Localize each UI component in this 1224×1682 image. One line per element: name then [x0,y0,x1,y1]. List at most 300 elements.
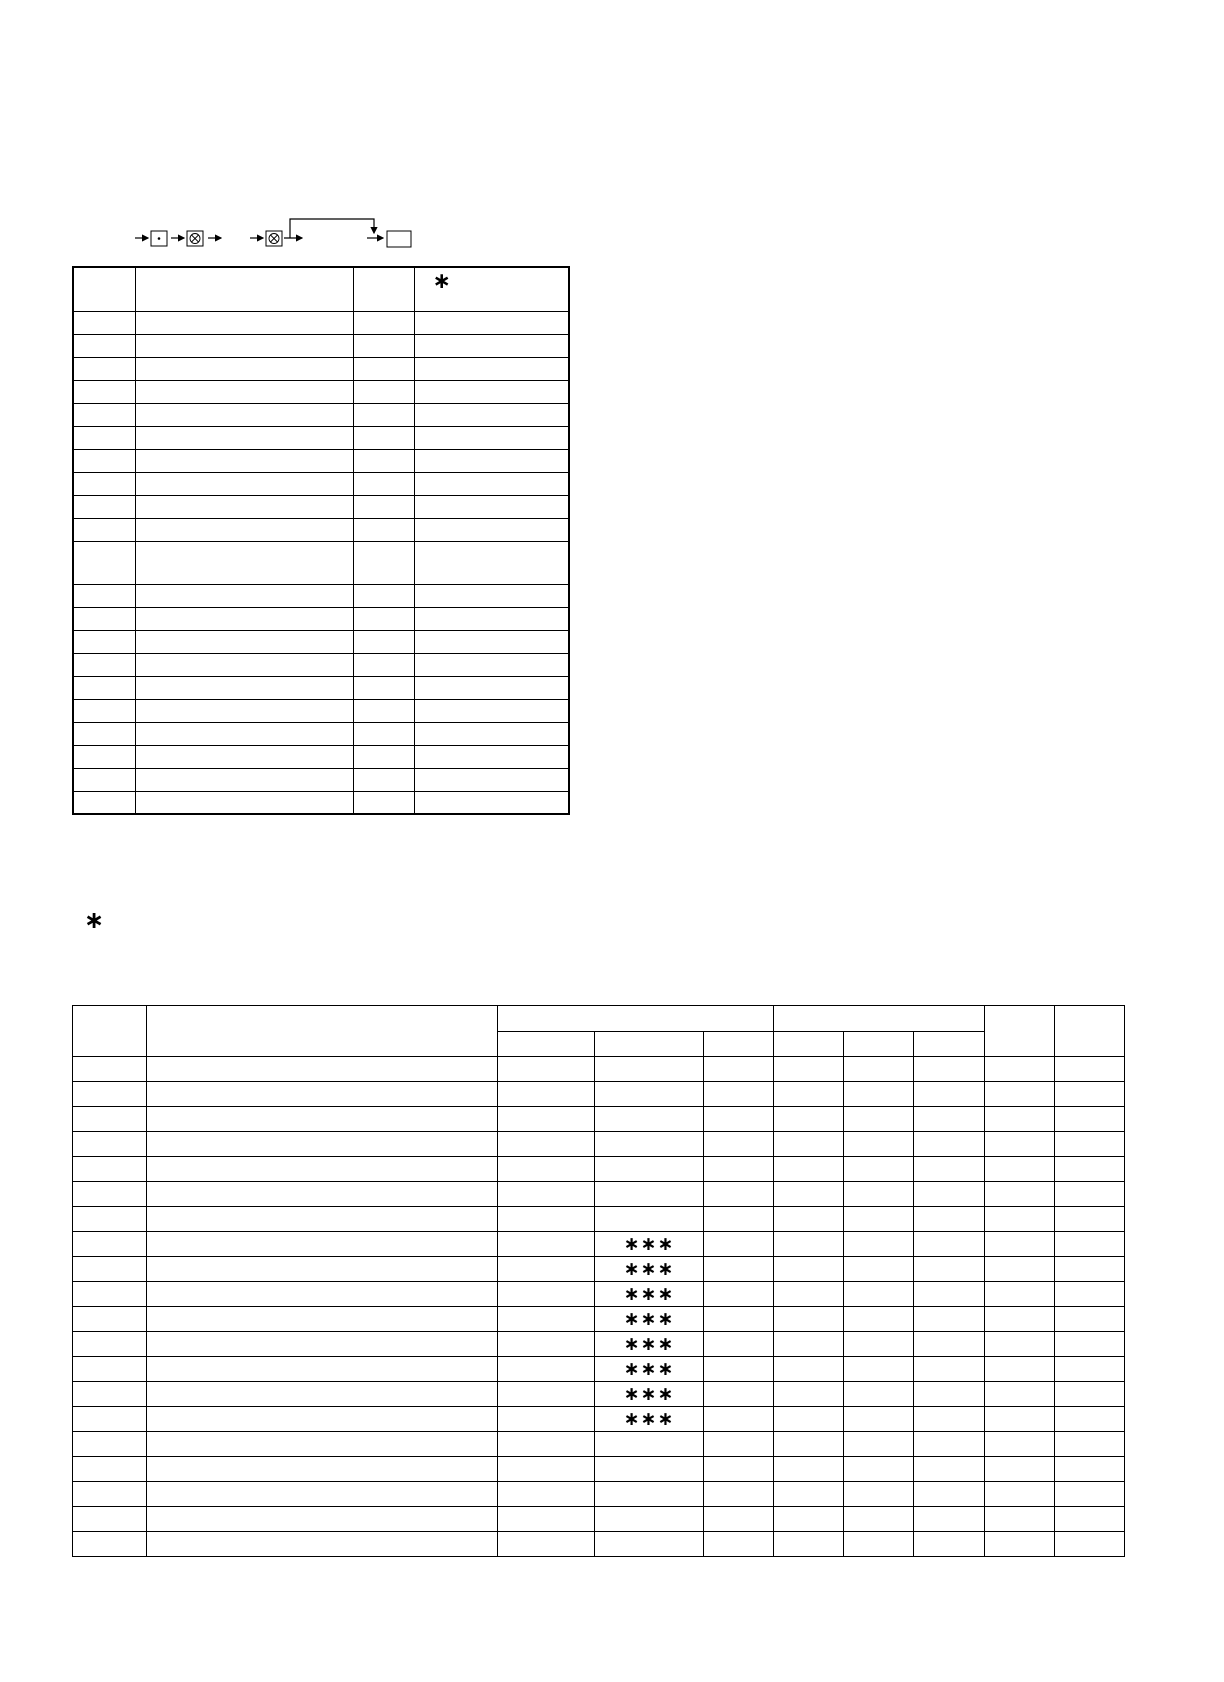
table-cell [985,1107,1055,1132]
table-cell [73,722,135,745]
table-cell [844,1082,914,1107]
table-cell [985,1132,1055,1157]
table-cell [914,1057,985,1082]
table-cell [73,518,135,541]
table-cell [704,1182,774,1207]
table-cell [353,768,414,791]
table-row [73,472,569,495]
table-cell [135,791,353,814]
table-cell [135,745,353,768]
table-row [73,357,569,380]
table-cell [498,1432,595,1457]
table-cell [147,1107,498,1132]
table-cell [135,449,353,472]
table-cell [985,1482,1055,1507]
table-cell [73,380,135,403]
table-cell [844,1232,914,1257]
table-cell [135,584,353,607]
table-cell [73,1207,147,1232]
table-cell [595,1357,704,1382]
table-cell [1055,1432,1125,1457]
table-cell [704,1082,774,1107]
table-cell [498,1132,595,1157]
table-cell [498,1057,595,1082]
table-cell [135,676,353,699]
table-cell [774,1332,844,1357]
settings-table [72,266,570,815]
table-cell [595,1507,704,1532]
table-cell [353,676,414,699]
table-cell [414,699,569,722]
subheader-cell [844,1032,914,1057]
table-cell [73,495,135,518]
table-cell [73,1532,147,1557]
table-header-row [73,267,569,311]
table-cell [844,1057,914,1082]
header-cell [985,1006,1055,1057]
table-cell [353,607,414,630]
table-cell [985,1432,1055,1457]
table-cell [414,380,569,403]
header-cell [135,267,353,311]
header-cell [73,1006,147,1057]
table-cell [774,1182,844,1207]
table-row [73,311,569,334]
table-cell [595,1457,704,1482]
table-cell [135,357,353,380]
table-cell [135,334,353,357]
table-cell [985,1307,1055,1332]
table-row [73,1307,1125,1332]
table-cell [914,1107,985,1132]
table-cell [1055,1532,1125,1557]
table-cell [147,1257,498,1282]
table-cell [73,1182,147,1207]
dot-key-icon [151,231,167,246]
table-cell [704,1282,774,1307]
table-row [73,722,569,745]
table-row [73,1407,1125,1432]
table-cell [985,1332,1055,1357]
table-cell [498,1082,595,1107]
table-cell [73,630,135,653]
table-row [73,449,569,472]
table-cell [704,1357,774,1382]
asterisk-mark: ∗ [432,269,451,294]
table-cell [595,1407,704,1432]
table-cell [414,768,569,791]
table-row [73,426,569,449]
table-cell [985,1082,1055,1107]
table-cell [498,1532,595,1557]
footnote-mark: ∗ [84,906,105,934]
table-cell [353,699,414,722]
table-cell [844,1507,914,1532]
table-cell [595,1182,704,1207]
table-cell [73,1282,147,1307]
table-cell [844,1357,914,1382]
table-cell [985,1507,1055,1532]
table-row [73,334,569,357]
table-cell [774,1407,844,1432]
table-row [73,1232,1125,1257]
table-cell [595,1082,704,1107]
table-cell [73,1107,147,1132]
table-cell [985,1532,1055,1557]
table-cell [595,1157,704,1182]
table-cell [774,1057,844,1082]
table-cell [1055,1282,1125,1307]
table-cell [595,1432,704,1457]
subheader-cell [595,1032,704,1057]
table-cell [704,1407,774,1432]
table-cell [353,495,414,518]
table-row [73,403,569,426]
table-cell [595,1257,704,1282]
table-row [73,1507,1125,1532]
header-cell [73,267,135,311]
table-row [73,1357,1125,1382]
table-cell [73,607,135,630]
table-cell [595,1132,704,1157]
table-cell [73,426,135,449]
table-cell [914,1532,985,1557]
table-cell [414,357,569,380]
table-cell [844,1307,914,1332]
table-row [73,768,569,791]
table-cell [147,1082,498,1107]
table-row [73,1132,1125,1157]
table-cell [844,1532,914,1557]
table-cell [353,311,414,334]
table-cell [844,1157,914,1182]
table-cell [353,791,414,814]
subheader-cell [704,1032,774,1057]
table-cell [1055,1507,1125,1532]
table-cell [414,653,569,676]
table-cell [498,1207,595,1232]
table-cell [414,495,569,518]
table-cell [73,584,135,607]
table-cell [414,449,569,472]
table-cell [595,1382,704,1407]
loop-arrow-icon [290,219,374,238]
table-cell [498,1482,595,1507]
circled-x-key-icon [187,231,203,246]
table-cell [844,1382,914,1407]
table-cell [595,1232,704,1257]
table-cell [414,791,569,814]
table-cell [774,1382,844,1407]
table-cell [353,541,414,584]
table-cell [914,1382,985,1407]
table-cell [844,1182,914,1207]
table-cell [844,1257,914,1282]
triple-asterisk-mark: ∗∗∗ [623,1357,675,1380]
table-cell [704,1257,774,1282]
table-cell [414,541,569,584]
table-cell [73,472,135,495]
table-cell [595,1307,704,1332]
table-cell [73,1507,147,1532]
table-cell [135,426,353,449]
table-row [73,1257,1125,1282]
table-cell [147,1207,498,1232]
table-cell [135,472,353,495]
table-cell [1055,1407,1125,1432]
table-cell [353,653,414,676]
table-row [73,495,569,518]
triple-asterisk-mark: ∗∗∗ [623,1307,675,1330]
table-cell [73,311,135,334]
header-cell [414,267,569,311]
table-cell [844,1132,914,1157]
table-cell [914,1457,985,1482]
table-cell [73,1307,147,1332]
table-cell [914,1132,985,1157]
table-cell [704,1107,774,1132]
table-row [73,630,569,653]
table-cell [414,403,569,426]
table-cell [844,1207,914,1232]
table-cell [73,334,135,357]
table-cell [135,541,353,584]
table-cell [704,1457,774,1482]
table-cell [73,653,135,676]
table-cell [595,1532,704,1557]
table-cell [135,518,353,541]
table-cell [73,357,135,380]
table-cell [147,1307,498,1332]
table-header-row [73,1006,1125,1032]
header-cell [1055,1006,1125,1057]
table-cell [353,380,414,403]
table-cell [135,607,353,630]
table-cell [774,1082,844,1107]
table-cell [73,1482,147,1507]
table-cell [1055,1357,1125,1382]
table-cell [1055,1157,1125,1182]
table-cell [498,1307,595,1332]
table-cell [414,607,569,630]
empty-key-box [387,231,411,247]
table-cell [414,426,569,449]
table-cell [73,403,135,426]
table-cell [353,745,414,768]
table-cell [498,1257,595,1282]
table-cell [985,1407,1055,1432]
header-cell [774,1006,985,1032]
table-cell [704,1507,774,1532]
table-cell [985,1057,1055,1082]
table-cell [774,1157,844,1182]
table-cell [704,1382,774,1407]
table-row [73,699,569,722]
table-cell [498,1107,595,1132]
table-cell [704,1207,774,1232]
table-cell [135,722,353,745]
table-cell [414,745,569,768]
table-cell [147,1332,498,1357]
table-cell [914,1157,985,1182]
table-cell [73,1232,147,1257]
table-cell [844,1482,914,1507]
table-cell [147,1432,498,1457]
table-cell [774,1207,844,1232]
table-cell [135,403,353,426]
table-row [73,1182,1125,1207]
table-cell [595,1332,704,1357]
table-cell [844,1432,914,1457]
table-cell [914,1232,985,1257]
table-row [73,1332,1125,1357]
table-cell [498,1232,595,1257]
table-cell [147,1057,498,1082]
table-cell [414,334,569,357]
program-table [72,1005,1125,1557]
table-cell [844,1332,914,1357]
table-cell [414,311,569,334]
table-cell [1055,1332,1125,1357]
table-cell [914,1282,985,1307]
table-cell [774,1282,844,1307]
triple-asterisk-mark: ∗∗∗ [623,1407,675,1430]
table-row [73,1207,1125,1232]
table-cell [914,1082,985,1107]
table-cell [498,1507,595,1532]
triple-asterisk-mark: ∗∗∗ [623,1257,675,1280]
table-cell [1055,1057,1125,1082]
table-cell [914,1182,985,1207]
table-row [73,584,569,607]
table-cell [774,1107,844,1132]
table-cell [147,1457,498,1482]
table-cell [498,1457,595,1482]
table-cell [774,1257,844,1282]
table-cell [595,1107,704,1132]
circled-x-key-icon [266,231,282,246]
table-cell [353,722,414,745]
table-row [73,745,569,768]
table-cell [774,1307,844,1332]
table-row [73,1157,1125,1182]
table-cell [985,1232,1055,1257]
table-cell [1055,1307,1125,1332]
table-cell [498,1382,595,1407]
table-cell [73,449,135,472]
table-cell [414,472,569,495]
table-cell [498,1282,595,1307]
table-cell [985,1382,1055,1407]
table-row [73,541,569,584]
table-cell [135,311,353,334]
table-cell [985,1257,1055,1282]
table-cell [73,1082,147,1107]
subheader-cell [774,1032,844,1057]
table-cell [498,1407,595,1432]
table-cell [147,1157,498,1182]
table-cell [704,1057,774,1082]
table-cell [353,449,414,472]
table-cell [914,1507,985,1532]
triple-asterisk-mark: ∗∗∗ [623,1382,675,1405]
table-row [73,1107,1125,1132]
table-cell [774,1507,844,1532]
table-cell [704,1157,774,1182]
table-cell [135,495,353,518]
table-cell [595,1057,704,1082]
table-row [73,653,569,676]
table-cell [353,426,414,449]
table-cell [147,1507,498,1532]
table-cell [704,1532,774,1557]
table-cell [498,1332,595,1357]
table-cell [774,1132,844,1157]
table-cell [135,699,353,722]
table-cell [844,1457,914,1482]
table-cell [73,768,135,791]
table-cell [73,791,135,814]
table-cell [414,518,569,541]
table-cell [774,1532,844,1557]
table-row [73,1457,1125,1482]
table-cell [73,1257,147,1282]
table-row [73,518,569,541]
subheader-cell [498,1032,595,1057]
table-cell [147,1357,498,1382]
table-cell [1055,1232,1125,1257]
table-cell [595,1207,704,1232]
table-cell [1055,1482,1125,1507]
table-cell [1055,1457,1125,1482]
table-cell [985,1357,1055,1382]
table-cell [73,1057,147,1082]
triple-asterisk-mark: ∗∗∗ [623,1282,675,1305]
table-cell [774,1432,844,1457]
table-cell [135,380,353,403]
table-cell [1055,1182,1125,1207]
table-cell [73,1132,147,1157]
table-cell [73,1432,147,1457]
table-cell [498,1357,595,1382]
table-cell [135,653,353,676]
table-cell [985,1457,1055,1482]
table-cell [844,1407,914,1432]
table-row [73,676,569,699]
table-cell [914,1482,985,1507]
table-cell [353,403,414,426]
table-cell [985,1282,1055,1307]
table-cell [774,1457,844,1482]
table-cell [704,1307,774,1332]
table-cell [914,1357,985,1382]
table-cell [844,1107,914,1132]
table-cell [704,1232,774,1257]
triple-asterisk-mark: ∗∗∗ [623,1232,675,1255]
table-cell [914,1432,985,1457]
table-row [73,1057,1125,1082]
table-row [73,607,569,630]
table-cell [135,630,353,653]
table-cell [147,1132,498,1157]
table-cell [147,1182,498,1207]
table-row [73,1382,1125,1407]
table-row [73,1282,1125,1307]
table-row [73,791,569,814]
table-cell [147,1482,498,1507]
table-cell [147,1282,498,1307]
table-cell [1055,1207,1125,1232]
